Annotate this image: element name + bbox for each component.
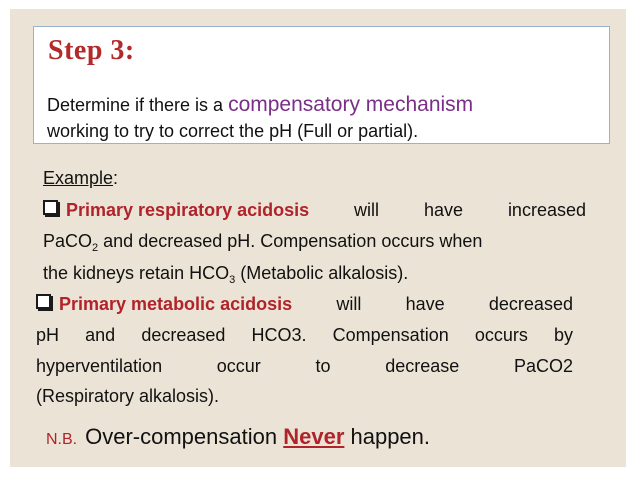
p1-line-3 <box>43 263 408 284</box>
p2-word: hyperventilation <box>36 356 163 376</box>
p2-word: pH <box>36 325 60 345</box>
p2-term: Primary metabolic acidosis <box>59 294 293 314</box>
p1-line-1 <box>43 200 586 221</box>
p2-word: decreased <box>141 325 226 345</box>
step-description-line-1 <box>47 93 473 117</box>
paco2-text: PaCO <box>43 231 93 251</box>
step-title: Step 3: <box>48 35 135 66</box>
p2-word: and <box>85 325 116 345</box>
p2-line-4: (Respiratory alkalosis). <box>36 386 220 406</box>
nb-label: N.B. <box>46 431 78 448</box>
p2-word: occur <box>216 356 261 376</box>
nb-text-end: happen. <box>344 424 431 449</box>
checkbox-bullet-icon <box>36 294 51 309</box>
step-description-line-2: working to try to correct the pH (Full or partial). <box>47 121 419 141</box>
hco3-subscript: 3 <box>229 274 236 286</box>
checkbox-bullet-icon <box>43 200 58 215</box>
p1-word: have <box>423 200 464 220</box>
hco3-text: the kidneys retain HCO <box>43 263 230 283</box>
p2-word: by <box>553 325 573 345</box>
example-label <box>43 168 118 189</box>
nb-never: Never <box>283 424 345 449</box>
example-word: Example <box>43 168 114 188</box>
p1-term: Primary respiratory acidosis <box>66 200 310 220</box>
p2-word: will <box>336 294 362 314</box>
step-text: Determine if there is a <box>47 95 229 115</box>
p2-word: have <box>405 294 445 314</box>
p1-line-3-rest: (Metabolic alkalosis). <box>235 263 409 283</box>
p2-word: Compensation <box>332 325 449 345</box>
p2-word: decrease <box>385 356 460 376</box>
p1-word: increased <box>507 200 586 220</box>
p1-word: will <box>354 200 380 220</box>
paco2-subscript: 2 <box>92 242 99 254</box>
p1-line-2 <box>43 231 482 252</box>
p2-line-3 <box>36 356 573 377</box>
step-emphasis: compensatory mechanism <box>228 93 474 116</box>
nb-text: Over-compensation <box>85 424 284 449</box>
p2-word: HCO3. <box>251 325 307 345</box>
p1-lead <box>43 200 309 221</box>
p2-line-1 <box>36 294 573 315</box>
nb-note <box>46 424 430 450</box>
p2-word: to <box>315 356 331 376</box>
p2-line-2 <box>36 325 573 346</box>
p2-word: PaCO2 <box>513 356 573 376</box>
p2-lead <box>36 294 292 315</box>
p2-word: decreased <box>488 294 573 314</box>
slide <box>10 9 626 467</box>
step-box <box>33 26 610 144</box>
example-colon: : <box>113 168 119 188</box>
p2-word: occurs <box>474 325 528 345</box>
p1-line-2-rest: and decreased pH. Compensation occurs when <box>98 231 483 251</box>
